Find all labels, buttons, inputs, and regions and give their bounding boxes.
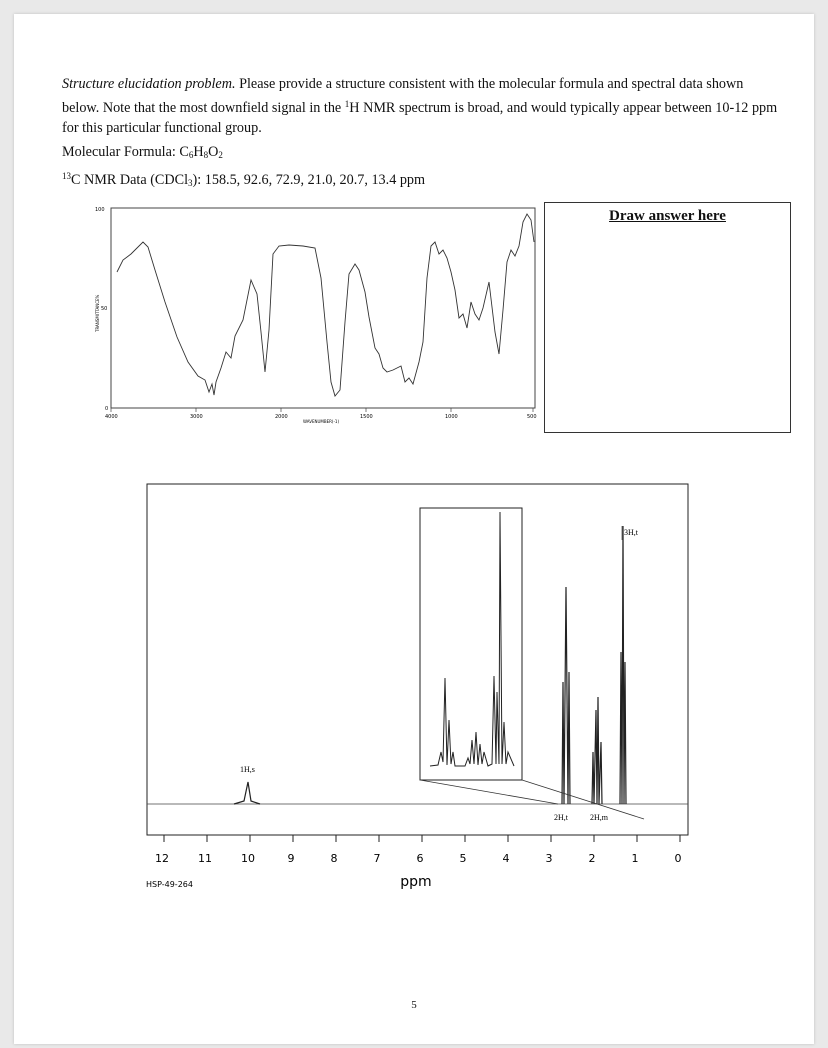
ir-spectrum	[93, 202, 541, 424]
ir-y-label: TRANSMITTANCE%	[95, 294, 100, 332]
h1-nmr-spectrum	[134, 482, 694, 902]
document-page	[14, 14, 814, 1044]
formula-h-count: 8	[203, 150, 209, 160]
label-ch2-t: 2H,t	[554, 813, 568, 822]
peak-ch2-t	[562, 587, 570, 804]
formula-o: O	[208, 144, 219, 160]
nmr-x-label: ppm	[400, 874, 432, 890]
ir-frame	[111, 208, 535, 408]
c13-nmr-data	[62, 171, 425, 189]
nmr-x-ticks	[164, 835, 680, 842]
ir-y-tick-50: 50	[101, 306, 108, 312]
nmr-x-tick-7: 7	[373, 852, 381, 865]
formula-label: Molecular Formula:	[62, 144, 180, 160]
problem-label: Structure elucidation problem.	[62, 76, 236, 92]
ir-x-tick-500: 500	[527, 414, 537, 420]
ir-x-tick-3000: 3000	[190, 414, 203, 420]
nmr-x-tick-9: 9	[287, 852, 295, 865]
ir-trace	[117, 214, 534, 396]
c13-superscript: 13	[62, 171, 71, 181]
page-number: 5	[411, 999, 417, 1011]
ir-x-tick-4000: 4000	[105, 414, 118, 420]
c13-subscript: 3	[188, 178, 193, 188]
inset-expansion	[420, 508, 522, 780]
answer-area[interactable]	[544, 202, 791, 433]
ir-x-label: WAVENUMBER(-1)	[303, 419, 340, 424]
problem-text-tail: H NMR spectrum is broad, and would typically appear between 10-12 ppm for this particular functional group.	[62, 100, 778, 136]
nmr-x-tick-5: 5	[459, 852, 467, 865]
nmr-x-tick-3: 3	[545, 852, 553, 865]
nmr-sample-id: HSP-49-264	[146, 880, 193, 889]
inset-connector-left	[420, 780, 558, 804]
peak-ch2-m	[592, 697, 602, 804]
nucleus-superscript: 1	[344, 99, 350, 109]
problem-text: Please provide a structure consistent with the molecular formula and spectral data shown below. Note that the most downfield signal in the	[62, 76, 744, 116]
ir-x-tick-1500: 1500	[360, 414, 373, 420]
nmr-x-tick-1: 1	[631, 852, 639, 865]
peak-oh	[234, 782, 260, 804]
nmr-x-tick-2: 2	[588, 852, 596, 865]
problem-statement	[62, 74, 782, 138]
ir-x-tick-2000: 2000	[275, 414, 288, 420]
ir-x-tick-1000: 1000	[445, 414, 458, 420]
label-oh: 1H,s	[240, 765, 255, 774]
nmr-x-tick-10: 10	[241, 852, 255, 865]
c13-values: ): 158.5, 92.6, 72.9, 21.0, 20.7, 13.4 ppm	[192, 172, 426, 188]
nmr-x-tick-12: 12	[155, 852, 169, 865]
ir-y-tick-100: 100	[95, 207, 105, 213]
peak-ch3-t	[620, 526, 626, 804]
label-ch3-t: 3H,t	[624, 528, 638, 537]
formula-c: C	[179, 144, 189, 160]
nmr-x-tick-11: 11	[198, 852, 212, 865]
nmr-x-tick-4: 4	[502, 852, 510, 865]
answer-title: Draw answer here	[609, 208, 726, 224]
nmr-x-tick-0: 0	[674, 852, 682, 865]
molecular-formula	[62, 144, 223, 161]
nmr-x-tick-8: 8	[330, 852, 338, 865]
label-ch2-m: 2H,m	[590, 813, 608, 822]
ir-x-ticks	[111, 408, 533, 412]
nmr-x-tick-6: 6	[416, 852, 424, 865]
formula-h: H	[193, 144, 204, 160]
formula-c-count: 6	[188, 150, 194, 160]
c13-label: C NMR Data (CDCl	[71, 172, 189, 188]
ir-y-tick-0: 0	[105, 406, 109, 412]
nmr-frame	[147, 484, 688, 835]
formula-o-count: 2	[218, 150, 223, 160]
